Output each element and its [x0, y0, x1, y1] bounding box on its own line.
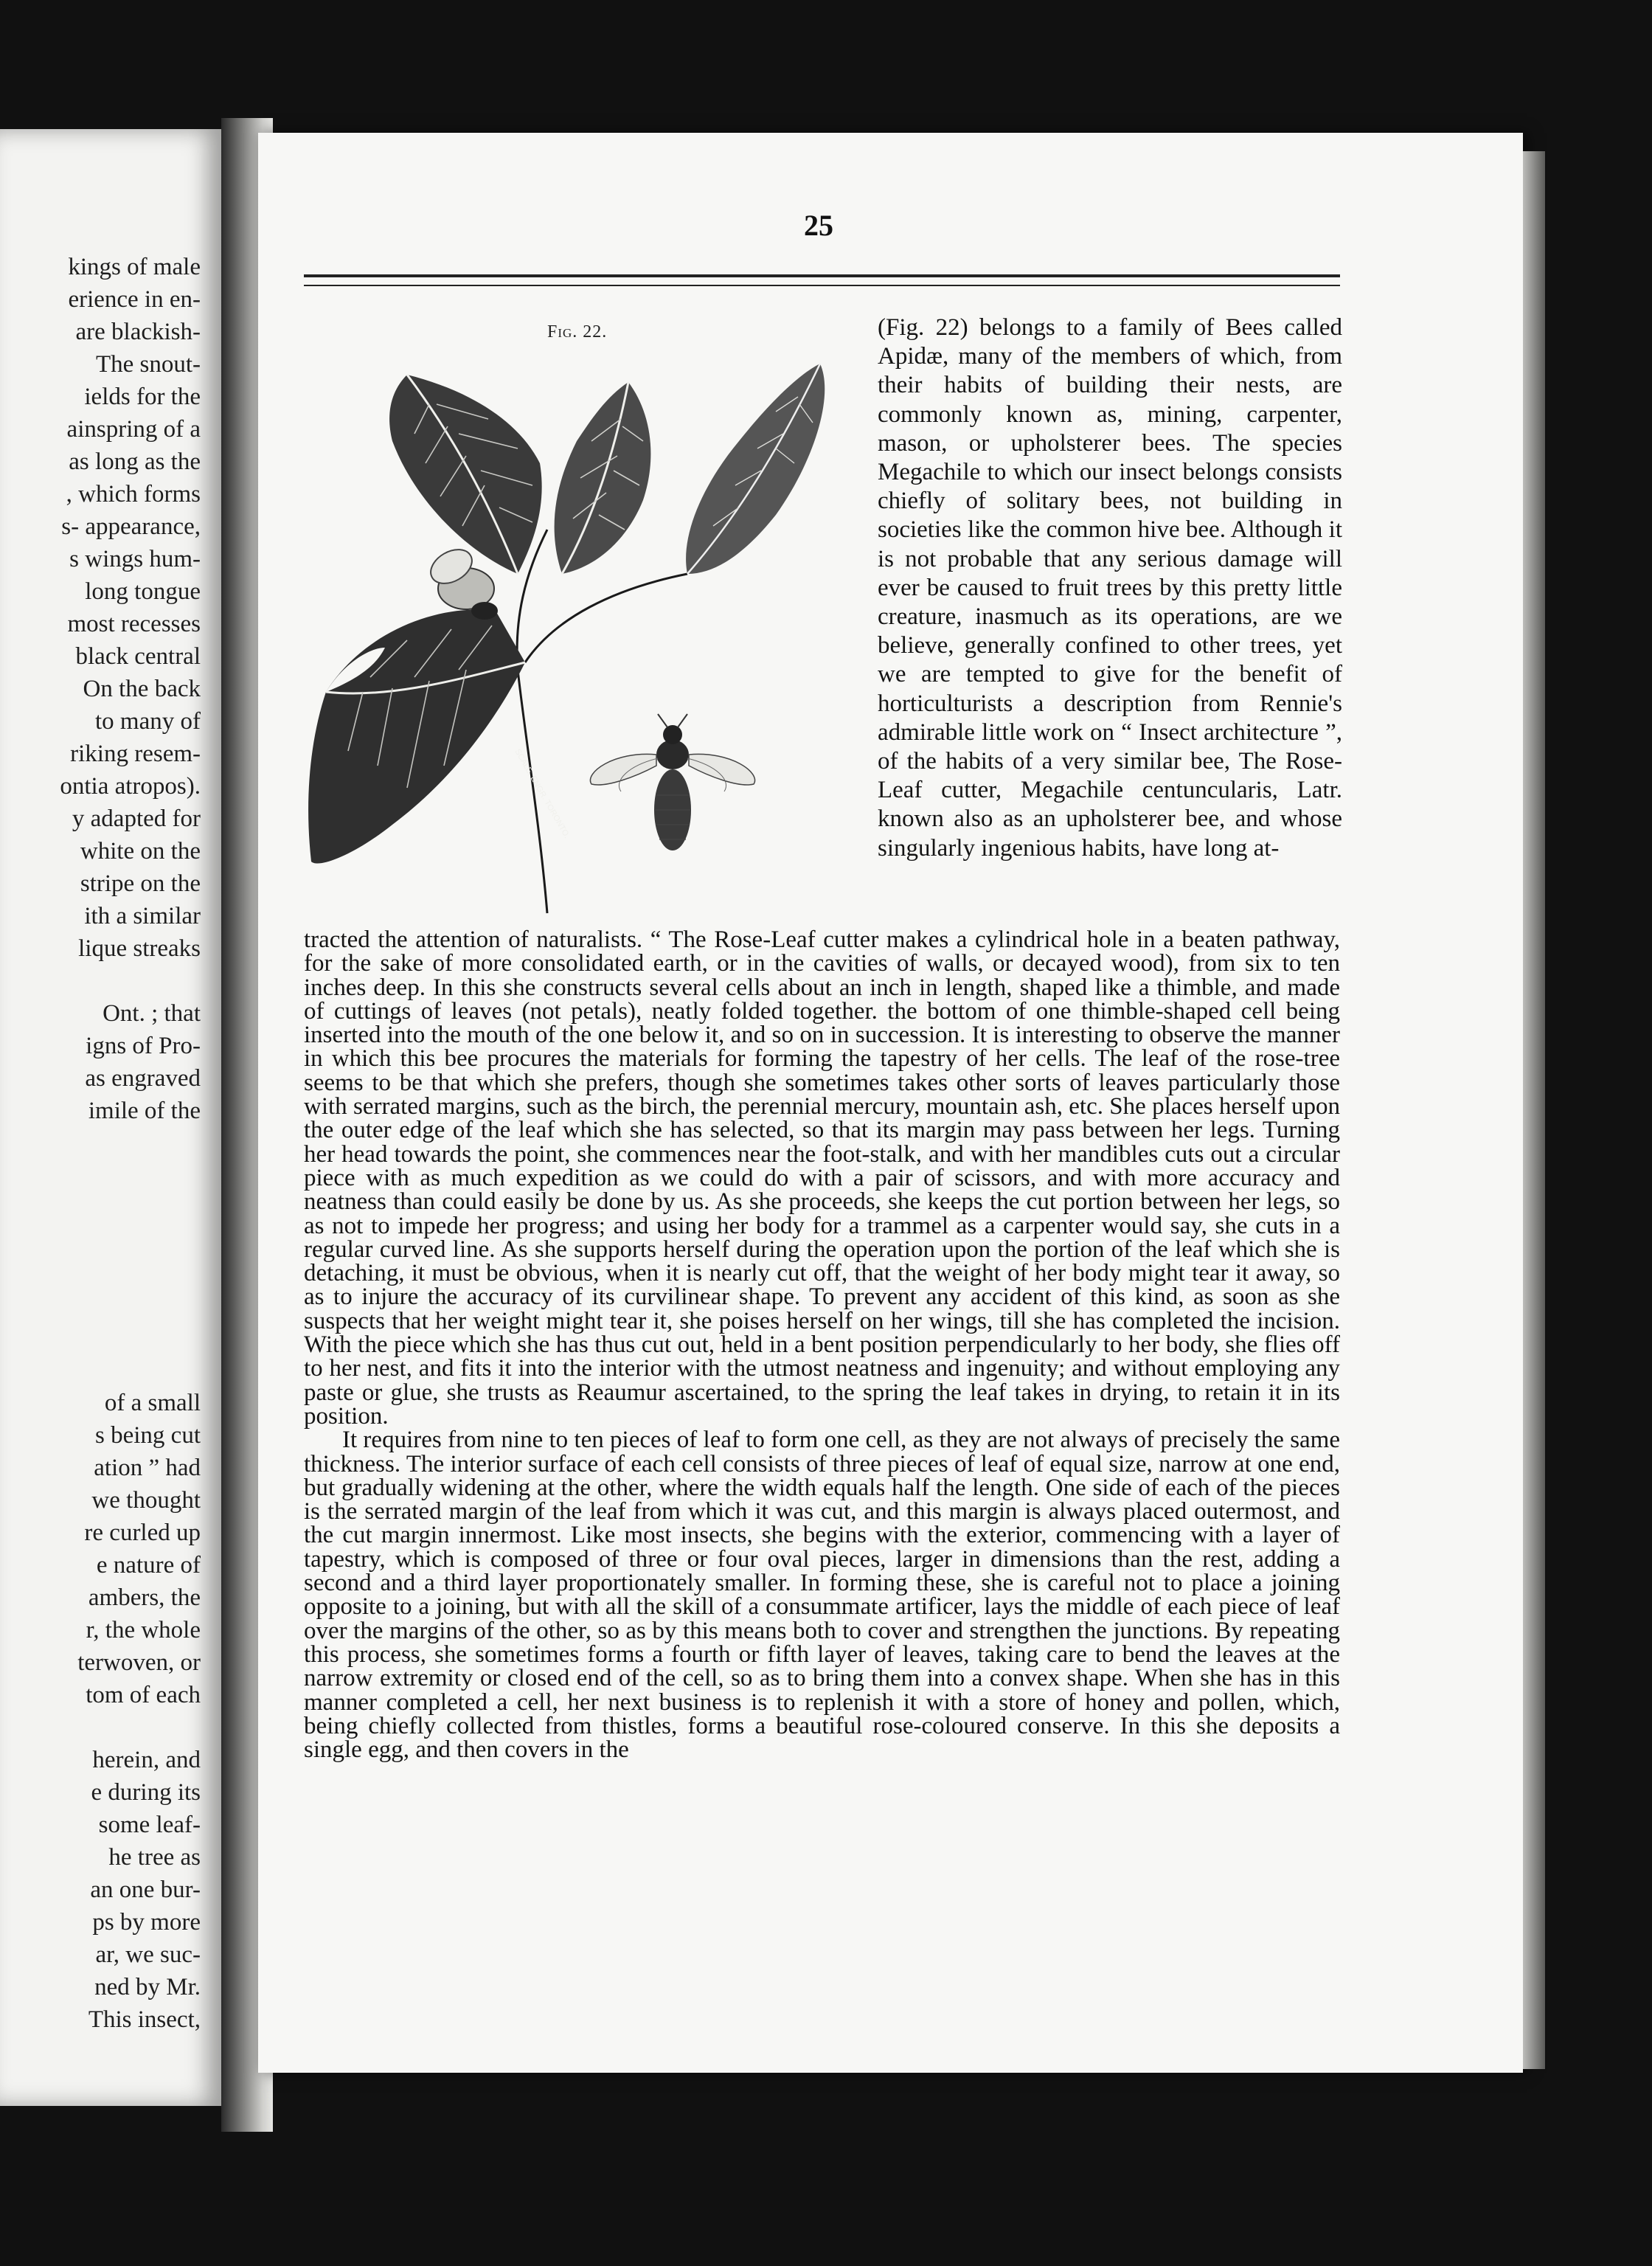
left-page-line: some leaf-	[98, 1812, 201, 1838]
left-page-text	[0, 251, 201, 2036]
left-page-line: ainspring of a	[66, 416, 201, 443]
left-page-line: ontia atropos).	[60, 773, 201, 800]
left-page-line	[0, 1127, 201, 1160]
left-page-line: y adapted for	[72, 805, 201, 832]
left-page-line: to many of	[95, 708, 201, 735]
left-page-line: lique streaks	[78, 935, 201, 962]
left-page-line: ation ” had	[94, 1455, 201, 1481]
rose-leaf-cutter-illustration	[304, 353, 864, 921]
left-page-line: of a small	[104, 1390, 201, 1416]
left-page-line	[0, 1257, 201, 1289]
leaf-top-left	[389, 375, 542, 574]
left-page-line	[0, 1224, 201, 1257]
left-page-line: ar, we suc-	[95, 1941, 201, 1968]
leaf-bottom-left-cut	[308, 609, 525, 863]
facing-left-page	[0, 129, 221, 2106]
left-page-line: are blackish-	[75, 319, 201, 345]
left-page-line: e during its	[91, 1779, 201, 1806]
left-page-line: ields for the	[84, 384, 201, 410]
left-page-line: ps by more	[92, 1909, 201, 1936]
left-page-line: kings of male	[68, 254, 201, 280]
column-text	[878, 313, 1342, 863]
stem	[517, 530, 547, 913]
left-page-line	[0, 1354, 201, 1387]
engraver-credit: SCALE, ENGR. TORONTO.	[513, 747, 572, 840]
left-page-line	[0, 965, 201, 997]
left-page-line: s being cut	[95, 1422, 201, 1449]
left-page-line	[0, 1322, 201, 1354]
left-page-line: r, the whole	[86, 1617, 201, 1643]
main-text	[304, 926, 1340, 1764]
header-rule-thin	[304, 285, 1340, 286]
left-page-line: white on the	[80, 838, 201, 865]
left-page-line: igns of Pro-	[86, 1033, 201, 1059]
left-page-line: ith a similar	[84, 903, 201, 929]
paragraph-2: It requires from nine to ten pieces of leaf to form one cell, as they are not always of precisely the same thickness. The interior surface of each cell consists of three pieces of leaf of equal size, narrow at one end, but gradually widening at the other, where the width equals half the length. One side of each of the pieces is the serrated margin of the leaf from which it was cut, and this margin is always placed outermost, and the cut margin innermost. Like most insects, she begins with the exterior, commencing with a layer of tapestry, which is composed of three or four oval pieces, larger in dimensions than the rest, adding a second and a third layer proportionately smaller. In forming these, she is careful not to place a joining opposite to a joining, but with all the skill of a consummate artificer, lays the middle of each piece of leaf over the margins of the other, so as by this means both to cover and strengthen the junctions. By repeating this process, she sometimes forms a fourth or fifth layer of leaves, taking care to bend the leaves at the narrow extremity or closed end of the cell, so as to bring them into a convex shape. When she has in this manner completed a cell, her next business is to replenish it with a store of honey and pollen, which, being chiefly collected from thistles, forms a beautiful rose-coloured conserve. In this she deposits a single egg, and then covers in the	[304, 1427, 1340, 1764]
left-page-line: riking resem-	[70, 741, 201, 767]
leaf-top-center	[555, 382, 651, 574]
left-page-line: we thought	[91, 1487, 201, 1514]
left-page-line: s wings hum-	[69, 546, 201, 572]
left-page-line	[0, 1192, 201, 1224]
left-page-line: erience in en-	[68, 286, 201, 313]
left-page-line: , which forms	[66, 481, 201, 507]
left-page-line: most recesses	[67, 611, 201, 637]
paragraph-1: tracted the attention of naturalists. “ The Rose-Leaf cutter makes a cylindrical hole in a beaten pathway, for the sake of more consolidated earth, or in the cavities of walls, or decayed wood), from six to ten inches deep. In this she constructs several cells about an inch in length, shaped like a thimble, and made of cuttings of leaves (not petals), neatly folded together. the bottom of one thimble-shaped cell being inserted into the mouth of the one below it, and so on in succession. It is interesting to observe the manner in which this bee procures the materials for forming the tapestry of her cells. The leaf of the rose-tree seems to be that which she prefers, though she sometimes takes other sorts of leaves particularly those with serrated margins, such as the birch, the perennial mercury, mountain ash, etc. She places herself upon the outer edge of the leaf which she has selected, so that its margin may pass between her legs. Turning her head towards the point, she commences near the foot-stalk, and with her mandibles cuts out a circular piece with as much expedition as we could do with a pair of scissors, and with more accuracy and neatness than could easily be done by us. As she proceeds, she keeps the cut portion between her legs, so as not to impede her progress; and using her body for a trammel as a carpenter would say, she cuts in a regular curved line. As she supports herself during the operation upon the portion of the leaf which she is detaching, it must be obvious, when it is nearly cut off, that the weight of her body might tear it away, so as to injure the accuracy of its curvilinear shape. To prevent any accident of this kind, as soon as she suspects that her weight might tear it, she poises herself on her wings, till she has completed the incision. With the piece which she has thus cut out, held in a bent position perpendicularly to her body, she flies off to her nest, and fits it into the interior with the utmost neatness and ingenuity; and without employing any paste or glue, she trusts as Reaumur ascertained, to the spring the leaf takes in drying, to retain it in its position.	[304, 926, 1340, 1430]
left-page-line: herein, and	[92, 1747, 201, 1773]
left-page-line: he tree as	[108, 1844, 201, 1871]
left-page-line: as long as the	[69, 448, 201, 475]
left-page-line: ambers, the	[88, 1584, 201, 1611]
left-page-line: e nature of	[96, 1552, 201, 1579]
left-page-line: ned by Mr.	[94, 1974, 201, 2000]
left-page-line	[0, 1160, 201, 1192]
column-paragraph: (Fig. 22) belongs to a family of Bees called Apidæ, many of the members of which, from their habits of building their nests, are commonly known as, mining, carpenter, mason, or upholsterer bees. The species Megachile to which our insect belongs consists chiefly of solitary bees, not building in societies like the common hive bee. Although it is not probable that any serious damage will ever be caused to fruit trees by this pretty little creature, inasmuch as its operations, are we believe, generally confined to other trees, yet we are tempted to give for the benefit of horticulturists a description from Rennie's admirable little work on “ Insect architecture ”, of the habits of a very similar bee, The Rose-Leaf cutter, Megachile centuncularis, Latr. known also as an upholsterer bee, and whose singularly ingenious habits, have long at-	[878, 314, 1342, 862]
branch-stem	[525, 574, 687, 662]
header-rule-thick	[304, 274, 1340, 277]
left-page-line: imile of the	[88, 1098, 201, 1124]
figure-label: Fig. 22.	[547, 322, 608, 342]
bee-figure	[590, 714, 754, 850]
left-page-line: black central	[75, 643, 201, 670]
leaf-right-bud	[686, 364, 825, 574]
left-page-line: tom of each	[86, 1682, 201, 1708]
left-page-line: terwoven, or	[77, 1649, 201, 1676]
left-page-line: long tongue	[85, 578, 201, 605]
left-page-line: On the back	[83, 676, 201, 702]
left-page-line	[0, 1289, 201, 1322]
left-page-line	[0, 1711, 201, 1744]
left-page-line: This insect,	[88, 2006, 201, 2033]
left-page-line: as engraved	[85, 1065, 201, 1092]
left-page-line: The snout-	[95, 351, 201, 378]
page-number: 25	[804, 209, 833, 242]
left-page-line: Ont. ; that	[103, 1000, 201, 1027]
left-page-line: s- appearance,	[61, 513, 201, 540]
left-page-line: stripe on the	[80, 870, 201, 897]
page-edge	[1523, 151, 1545, 2069]
left-page-line: an one bur-	[90, 1877, 201, 1903]
left-page-line: re curled up	[84, 1520, 201, 1546]
